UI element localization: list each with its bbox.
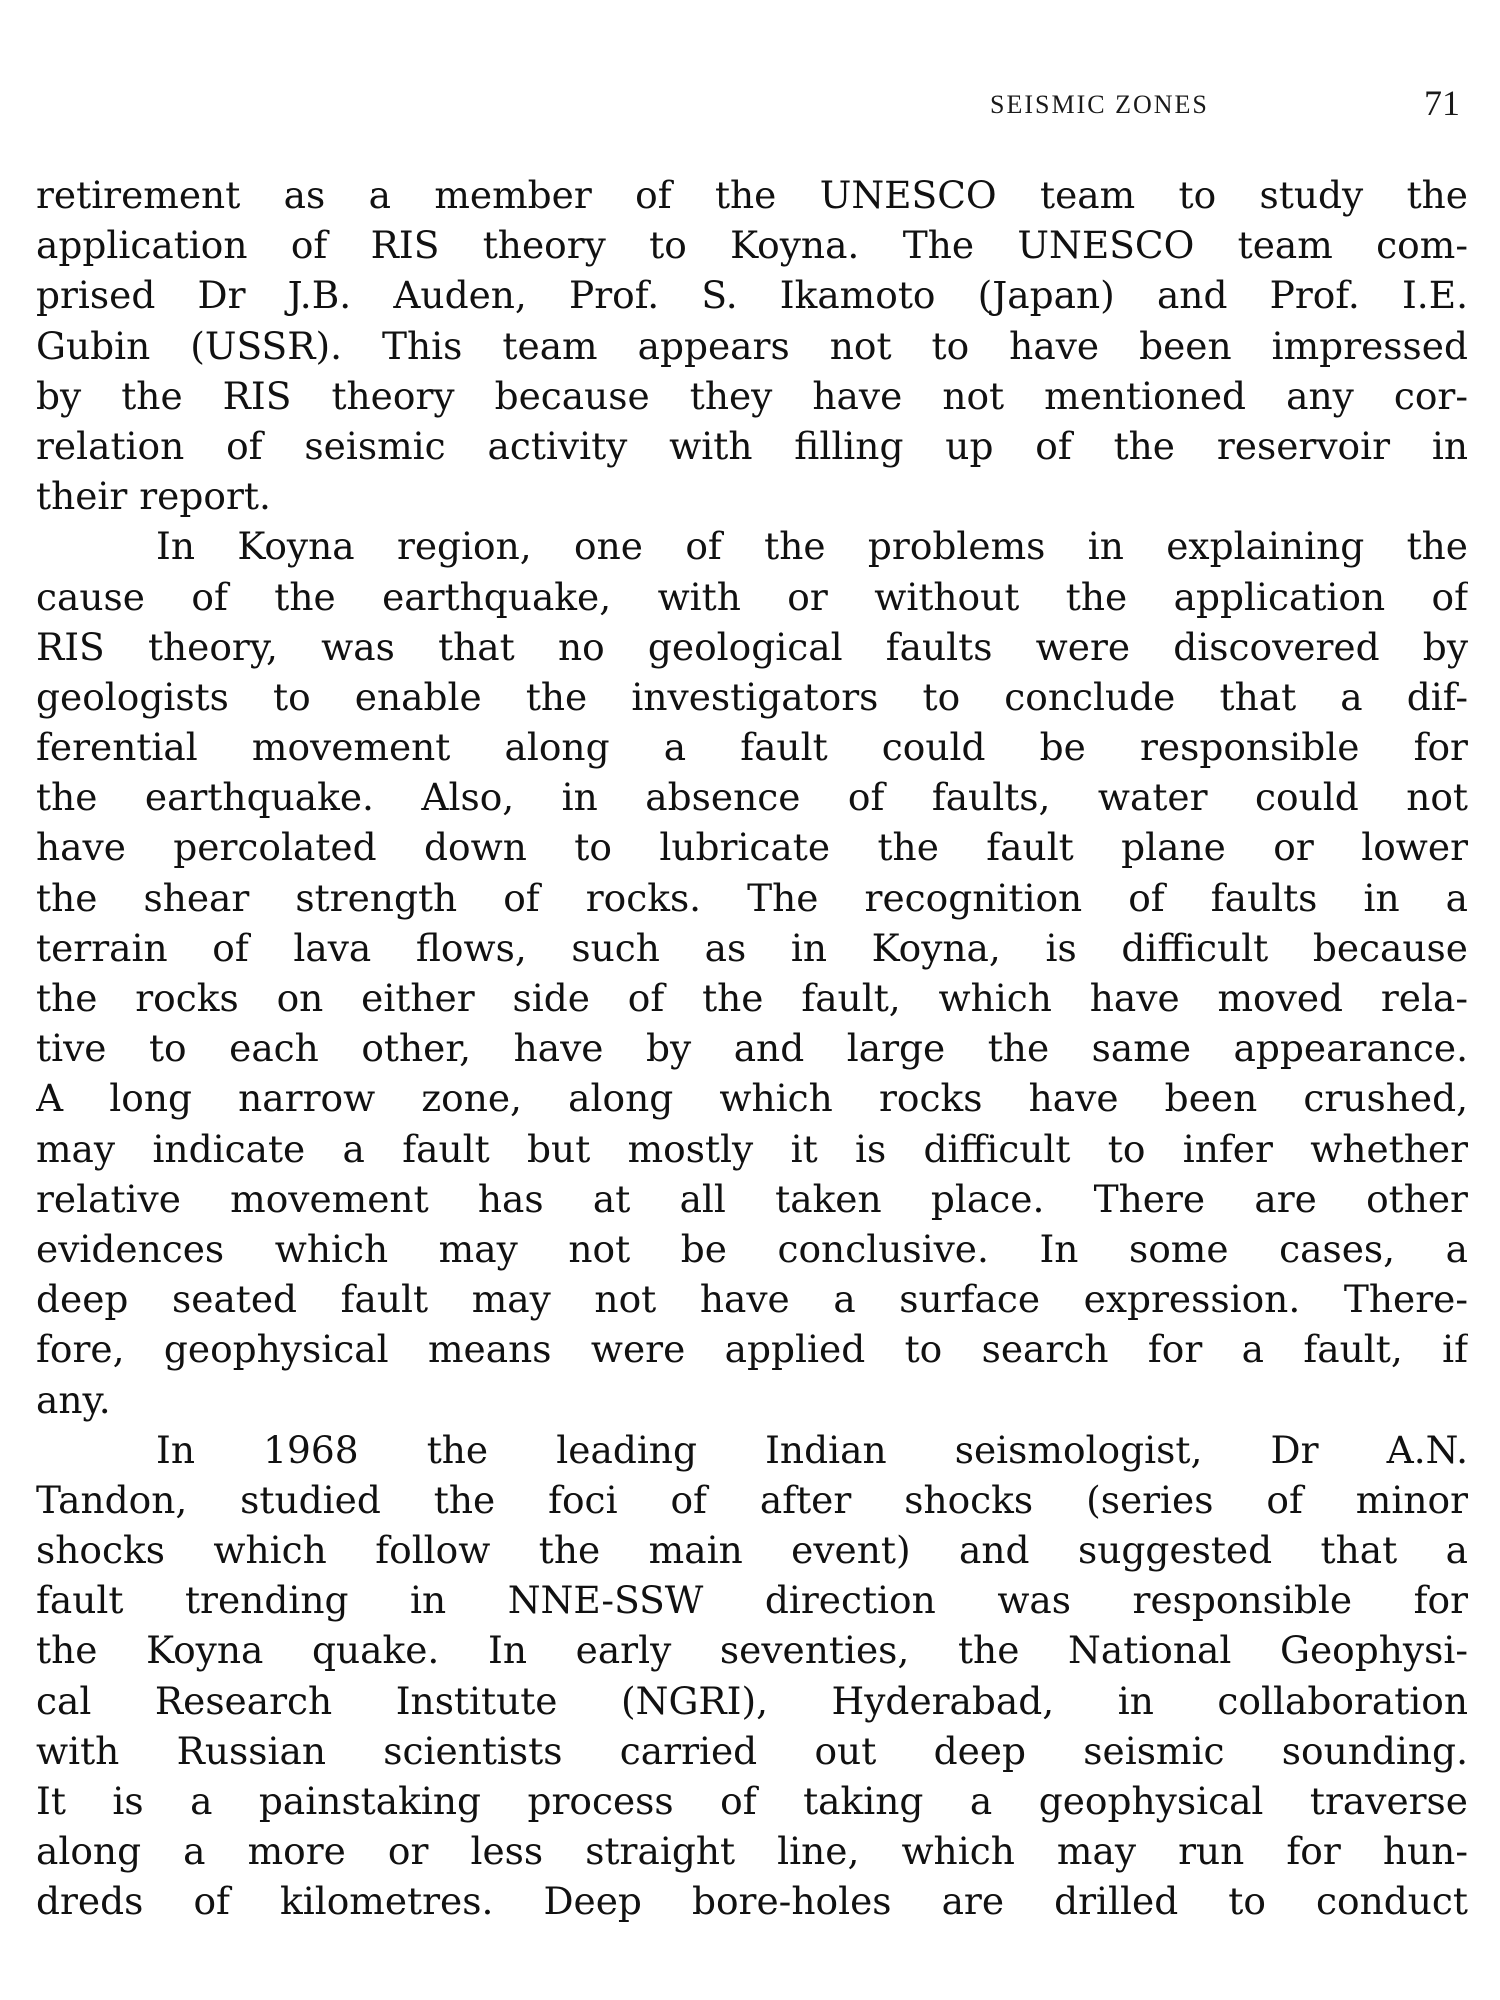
text-line: with Russian scientists carried out deep seismic sounding. [36,1728,1468,1773]
text-line: the earthquake. Also, in absence of faults, water could not [36,775,1468,820]
text-line: It is a painstaking process of taking a geophysical traverse [36,1779,1468,1823]
text-line: along a more or less straight line, which may run for hun- [36,1829,1468,1874]
text-line: the shear strength of rocks. The recognition of faults in a [36,875,1468,920]
text-line: relation of seismic activity with filling up of the reservoir in [36,423,1468,468]
page-number: 71 [1424,83,1460,123]
text-line: evidences which may not be conclusive. In some cases, a [36,1226,1468,1271]
text-line: fore, geophysical means were applied to search for a fault, if [36,1327,1468,1372]
text-line: by the RIS theory because they have not mentioned any cor- [36,373,1468,418]
text-line: terrain of lava flows, such as in Koyna, is difficult because [36,925,1468,970]
text-line: cause of the earthquake, with or without the application of [36,574,1468,619]
text-line: relative movement has at all taken place. There are other [36,1176,1468,1221]
text-line: deep seated fault may not have a surface expression. There- [36,1277,1468,1322]
text-line: may indicate a fault but mostly it is difficult to infer whether [36,1126,1468,1171]
text-line: the rocks on either side of the fault, which have moved rela- [36,976,1468,1020]
text-line: tive to each other, have by and large the same appearance. [36,1026,1468,1071]
text-line: cal Research Institute (NGRI), Hyderabad, in collaboration [36,1678,1468,1723]
text-line: the Koyna quake. In early seventies, the National Geophysi- [36,1628,1468,1673]
text-line: RIS theory, was that no geological faults were discovered by [36,624,1468,669]
text-line: geologists to enable the investigators to conclude that a dif- [36,674,1468,719]
text-line: shocks which follow the main event) and suggested that a [36,1528,1468,1573]
text-line: have percolated down to lubricate the fault plane or lower [36,825,1468,870]
text-line: fault trending in NNE-SSW direction was responsible for [36,1578,1468,1623]
text-line: dreds of kilometres. Deep bore-holes are drilled to conduct [36,1879,1468,1924]
text-line: application of RIS theory to Koyna. The UNESCO team com- [36,223,1468,268]
text-line: A long narrow zone, along which rocks have been crushed, [36,1076,1468,1121]
text-line: any. [36,1377,111,1422]
text-line: Tandon, studied the foci of after shocks (series of minor [36,1477,1468,1522]
text-line: In 1968 the leading Indian seismologist, Dr A.N. [156,1427,1468,1472]
text-line: Gubin (USSR). This team appears not to have been impressed [36,323,1468,368]
body-text [36,170,1468,1927]
text-line: prised Dr J.B. Auden, Prof. S. Ikamoto (Japan) and Prof. I.E. [36,273,1468,318]
running-title: SEISMIC ZONES [990,90,1209,119]
text-line: ferential movement along a fault could be responsible for [36,725,1468,770]
running-head [990,84,1460,124]
text-line: retirement as a member of the UNESCO team to study the [36,173,1468,217]
text-line: their report. [36,474,271,519]
text-line: In Koyna region, one of the problems in explaining the [156,524,1468,569]
